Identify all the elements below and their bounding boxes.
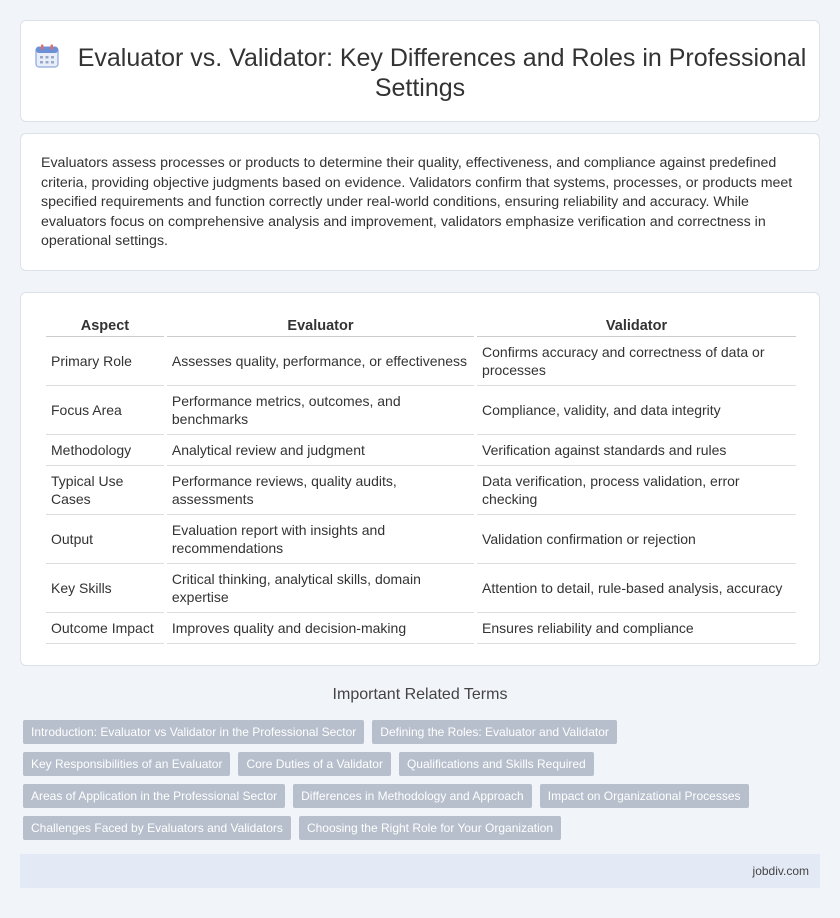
header-validator: Validator (477, 313, 796, 337)
row-evaluator: Evaluation report with insights and recommendations (167, 515, 474, 564)
related-term-tag[interactable]: Areas of Application in the Professional Sector (23, 784, 285, 808)
related-terms-heading: Important Related Terms (332, 686, 508, 703)
related-term-tag[interactable]: Introduction: Evaluator vs Validator in the Professional Sector (23, 720, 364, 744)
row-validator: Compliance, validity, and data integrity (477, 386, 796, 435)
related-term-tag[interactable]: Defining the Roles: Evaluator and Validator (372, 720, 617, 744)
header-evaluator: Evaluator (167, 313, 474, 337)
header-aspect: Aspect (46, 313, 164, 337)
related-term-tag[interactable]: Qualifications and Skills Required (399, 752, 594, 776)
table-row (46, 515, 796, 564)
table-row (46, 337, 796, 386)
table-row (46, 466, 796, 515)
row-evaluator: Critical thinking, analytical skills, domain expertise (167, 564, 474, 613)
calendar-icon (34, 43, 60, 69)
related-term-tag[interactable]: Choosing the Right Role for Your Organization (299, 816, 561, 840)
intro-paragraph: Evaluators assess processes or products to determine their quality, effectiveness, and compliance against predefined criteria, providing objective judgments based on evidence. Validators confirm that systems, processes, or products meet specified requirements and function correctly under real-world conditions, ensuring reliability and accuracy. While evaluators focus on comprehensive analysis and improvement, validators emphasize verification and correctness in operational settings. (41, 155, 793, 250)
row-validator: Ensures reliability and compliance (477, 613, 796, 644)
row-aspect: Output (46, 515, 164, 564)
table-row (46, 435, 796, 466)
row-evaluator: Assesses quality, performance, or effectiveness (167, 337, 474, 386)
footer-site-link[interactable]: jobdiv.com (752, 864, 809, 878)
table-row (46, 564, 796, 613)
row-evaluator: Analytical review and judgment (167, 435, 474, 466)
comparison-table (43, 313, 799, 644)
row-evaluator: Improves quality and decision-making (167, 613, 474, 644)
row-aspect: Methodology (46, 435, 164, 466)
row-validator: Attention to detail, rule-based analysis, accuracy (477, 564, 796, 613)
row-evaluator: Performance reviews, quality audits, assessments (167, 466, 474, 515)
row-evaluator: Performance metrics, outcomes, and benchmarks (167, 386, 474, 435)
page-title: Evaluator vs. Validator: Key Differences and Roles in Professional Settings (77, 44, 807, 102)
row-validator: Verification against standards and rules (477, 435, 796, 466)
related-term-tag[interactable]: Challenges Faced by Evaluators and Validators (23, 816, 291, 840)
row-aspect: Typical Use Cases (46, 466, 164, 515)
row-validator: Confirms accuracy and correctness of data or processes (477, 337, 796, 386)
comparison-card (20, 292, 820, 666)
related-term-tag[interactable]: Impact on Organizational Processes (540, 784, 749, 808)
row-aspect: Primary Role (46, 337, 164, 386)
row-aspect: Outcome Impact (46, 613, 164, 644)
related-terms-list (23, 720, 823, 848)
row-validator: Data verification, process validation, error checking (477, 466, 796, 515)
row-aspect: Key Skills (46, 564, 164, 613)
table-row (46, 613, 796, 644)
row-validator: Validation confirmation or rejection (477, 515, 796, 564)
row-aspect: Focus Area (46, 386, 164, 435)
title-card (20, 20, 820, 122)
footer (20, 854, 820, 888)
related-term-tag[interactable]: Key Responsibilities of an Evaluator (23, 752, 230, 776)
table-row (46, 386, 796, 435)
related-term-tag[interactable]: Core Duties of a Validator (238, 752, 391, 776)
intro-card (20, 133, 820, 271)
related-term-tag[interactable]: Differences in Methodology and Approach (293, 784, 532, 808)
